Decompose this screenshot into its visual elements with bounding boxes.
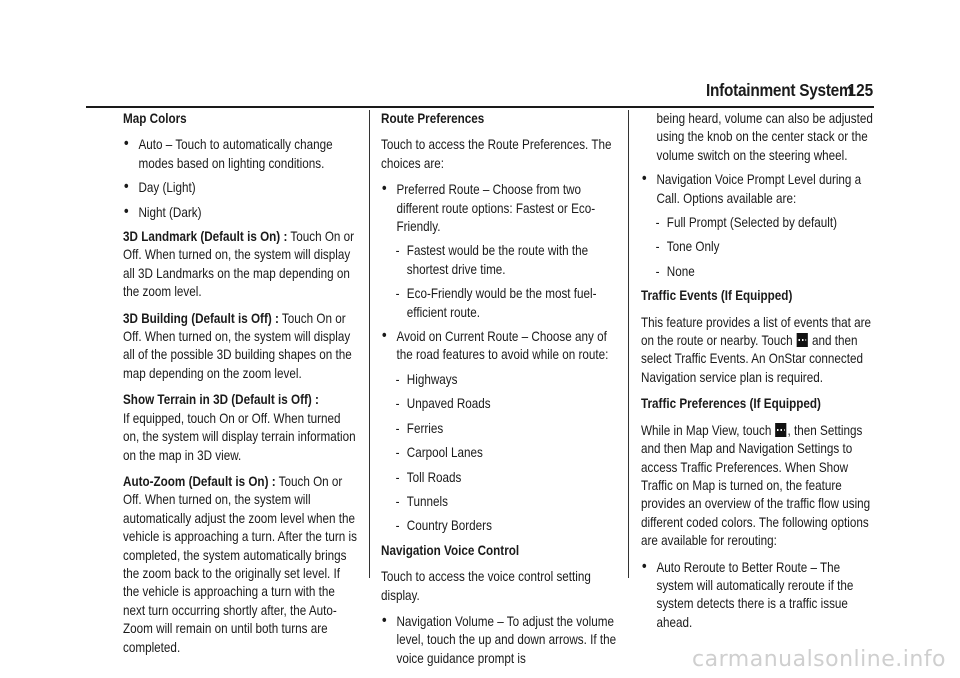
sub-list-item: - Fastest would be the route with the shortest drive time. — [381, 242, 619, 279]
sub-list-item: - Toll Roads — [381, 469, 619, 487]
building-lead: 3D Building (Default is Off) : — [123, 310, 279, 326]
sub-list-item: - Country Borders — [381, 517, 619, 535]
traffic-preferences-paragraph — [641, 422, 879, 551]
terrain-text: If equipped, touch On or Off. When turned on, the system will display terrain information on the map in 3D view. — [123, 410, 356, 463]
column-3 — [641, 110, 879, 638]
sub-list-item: - Tone Only — [641, 238, 879, 256]
terrain-paragraph — [123, 391, 359, 465]
menu-icon — [797, 333, 808, 347]
sub-list-item: - Tunnels — [381, 493, 619, 511]
column-1 — [123, 110, 359, 665]
traffic-preferences-heading: Traffic Preferences (If Equipped) — [641, 396, 821, 412]
list-item: • Avoid on Current Route – Choose any of the road features to avoid while on route: — [381, 328, 619, 365]
sub-list-item: - None — [641, 263, 879, 281]
sub-list-item: - Carpool Lanes — [381, 444, 619, 462]
list-item: • Navigation Voice Prompt Level during a Call. Options available are: — [641, 171, 879, 208]
terrain-lead: Show Terrain in 3D (Default is Off) : — [123, 392, 319, 408]
sub-list-item: - Ferries — [381, 420, 619, 438]
landmark-lead: 3D Landmark (Default is On) : — [123, 229, 288, 245]
sub-list-item: - Highways — [381, 371, 619, 389]
landmark-text: Touch On or Off. When turned on, the system will display all 3D Landmarks on the map depending on the zoom level. — [123, 229, 355, 300]
page-header — [0, 74, 960, 108]
voice-control-intro: Touch to access the voice control setting display. — [381, 569, 591, 603]
column-divider — [369, 110, 370, 578]
list-item: • Navigation Volume – To adjust the volume level, touch the up and down arrows. If the voice guidance prompt is — [381, 613, 619, 668]
list-item: • Day (Light) — [123, 179, 359, 197]
sub-list-item: - Full Prompt (Selected by default) — [641, 214, 879, 232]
map-colors-heading: Map Colors — [123, 111, 187, 126]
section-title: Infotainment System — [705, 80, 852, 100]
sub-list-item: - Eco-Friendly would be the most fuel-efficient route. — [381, 285, 619, 322]
list-item: • Night (Dark) — [123, 204, 359, 222]
list-item-continued: being heard, volume can also be adjusted using the knob on the center stack or the volume switch on the steering wheel. — [656, 111, 873, 163]
column-2 — [381, 110, 619, 674]
building-text: Touch On or Off. When turned on, the system will display all of the possible 3D building shapes on the map depending on the zoom level. — [123, 310, 352, 381]
list-item: • Auto Reroute to Better Route – The system will automatically reroute if the system detects there is a traffic issue ahead. — [641, 559, 879, 633]
autozoom-text: Touch On or Off. When turned on, the system will automatically adjust the zoom level when the vehicle is approaching a turn. After the turn is completed, the system automatically brings the zoom back to the originally set level. If the vehicle is approaching a turn with the next turn occurring shortly after, the Auto-Zoom will remain on until both turns are completed. — [123, 473, 357, 655]
watermark: carmanualsonline.info — [692, 647, 946, 672]
building-paragraph — [123, 310, 359, 384]
route-preferences-heading: Route Preferences — [381, 111, 485, 126]
traffic-preferences-text: While in Map View, touch — [641, 422, 775, 438]
header-rule — [86, 106, 874, 108]
traffic-events-text: This feature provides a list of events that are on the route or nearby. Touch — [641, 314, 872, 349]
traffic-events-heading: Traffic Events (If Equipped) — [641, 288, 793, 304]
landmark-paragraph — [123, 228, 359, 302]
column-divider — [628, 110, 629, 578]
traffic-preferences-text: , then Settings and then Map and Navigation Settings to access Traffic Preferences. When Show Traffic on Map is turned on, the feature provides an overview of the traffic flow using different coded colors. The following options are available for rerouting: — [641, 422, 871, 549]
page-number: 125 — [847, 80, 873, 100]
sub-list-item: - Unpaved Roads — [381, 395, 619, 413]
menu-icon — [776, 423, 787, 437]
list-item: • Preferred Route – Choose from two different route options: Fastest or Eco-Friendly. — [381, 181, 619, 236]
route-preferences-intro: Touch to access the Route Preferences. The choices are: — [381, 137, 612, 171]
list-item: • Auto – Touch to automatically change modes based on lighting conditions. — [123, 136, 359, 173]
autozoom-lead: Auto-Zoom (Default is On) : — [123, 473, 276, 489]
traffic-events-text: and then select Traffic Events. An OnStar connected Navigation service plan is required. — [641, 333, 864, 385]
traffic-events-paragraph — [641, 314, 879, 388]
voice-control-heading: Navigation Voice Control — [381, 542, 520, 558]
autozoom-paragraph — [123, 473, 359, 657]
